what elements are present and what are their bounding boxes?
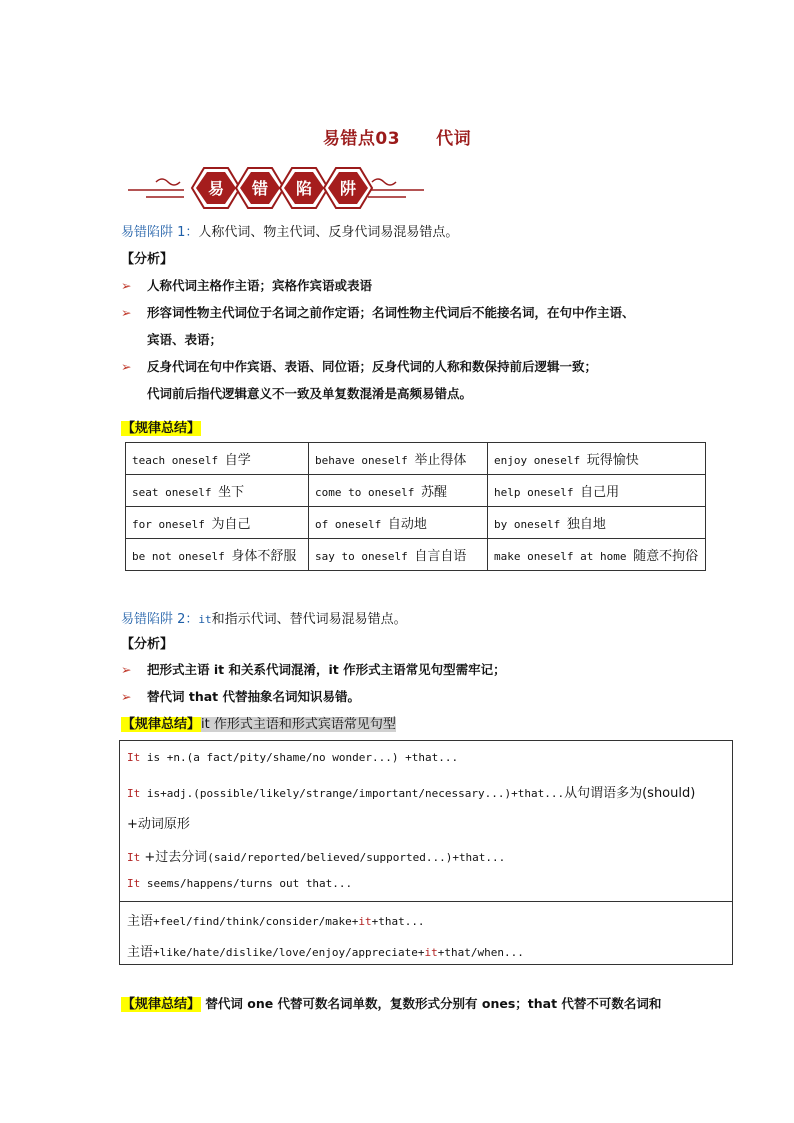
hex-char-1: 错 <box>251 179 269 198</box>
section2-bullet-2 <box>121 687 360 705</box>
arrow-icon: ➢ <box>121 689 132 704</box>
section2-text: 和指示代词、替代词易混易错点。 <box>211 612 407 627</box>
left-decoration <box>128 179 184 197</box>
section2-heading <box>121 608 407 627</box>
bullet-text: 形容词性物主代词位于名词之前作定语；名词性物主代词后不能接名词，在句中作主语、 <box>147 305 635 320</box>
bullet-text: 替代词 that 代替抽象名词知识易错。 <box>147 689 360 704</box>
section1-bullet-3-cont: 代词前后指代逻辑意义不一致及单复数混淆是高频易错点。 <box>147 386 473 401</box>
section1-lead: 易错陷阱 1： <box>121 225 199 240</box>
oneself-phrase-table <box>125 442 706 571</box>
pattern-line-6: 主语+feel/find/think/consider/make+it+that... <box>127 914 425 929</box>
hex-1 <box>236 168 284 208</box>
section3-rule-row <box>121 993 661 1012</box>
arrow-icon: ➢ <box>121 278 132 293</box>
hex-char-0: 易 <box>207 179 225 198</box>
table-cell: for oneself 为自己 <box>126 507 309 539</box>
hex-char-2: 陷 <box>295 179 313 198</box>
title-part2: 代词 <box>436 129 472 149</box>
section2-rule-title: it 作形式主语和形式宾语常见句型 <box>201 717 396 732</box>
pattern-line-1: It is +n.(a fact/pity/shame/no wonder...) +that... <box>127 751 459 764</box>
arrow-icon: ➢ <box>121 359 132 374</box>
table-row <box>126 539 706 571</box>
hex-2 <box>280 168 328 208</box>
section1-bullet-1 <box>121 276 372 294</box>
pattern-line-4: It +过去分词(said/reported/believed/supported...)+that... <box>127 850 506 865</box>
title-part1: 易错点03 <box>322 129 401 149</box>
section1-bullet-2 <box>121 303 635 321</box>
section1-bullet-2-cont: 宾语、表语； <box>147 332 223 347</box>
section1-rule-label: 【规律总结】 <box>122 421 201 436</box>
table-cell: of oneself 自动地 <box>309 507 488 539</box>
section3-rule-label: 【规律总结】 <box>122 997 201 1012</box>
section1-rule-label-wrap <box>121 417 201 436</box>
table-cell: help oneself 自己用 <box>488 475 706 507</box>
formal-object-box <box>119 901 733 965</box>
section1-text: 人称代词、物主代词、反身代词易混易错点。 <box>198 225 459 240</box>
pattern-line-5: It seems/happens/turns out that... <box>127 877 353 890</box>
section2-lead: 易错陷阱 2： <box>121 612 199 627</box>
table-cell: behave oneself 举止得体 <box>309 443 488 475</box>
section1-heading <box>121 221 458 240</box>
section3-text: 替代词 one 代替可数名词单数，复数形式分别有 ones；that 代替不可数名词和 <box>205 996 662 1011</box>
section2-rule-label: 【规律总结】 <box>122 717 201 732</box>
page-title <box>0 124 794 149</box>
table-row <box>126 475 706 507</box>
table-cell: be not oneself 身体不舒服 <box>126 539 309 571</box>
table-cell: by oneself 独自地 <box>488 507 706 539</box>
table-cell: enjoy oneself 玩得愉快 <box>488 443 706 475</box>
section2-rule-row <box>121 713 396 732</box>
hex-char-3: 阱 <box>339 179 357 198</box>
right-decoration <box>368 179 424 197</box>
section1-analysis-label: 【分析】 <box>121 252 174 267</box>
bullet-text: 把形式主语 it 和关系代词混淆，it 作形式主语常见句型需牢记； <box>147 662 506 677</box>
section2-it-word: it <box>198 613 212 626</box>
trap-banner <box>126 160 426 212</box>
arrow-icon: ➢ <box>121 305 132 320</box>
hex-3 <box>324 168 372 208</box>
table-row <box>126 443 706 475</box>
table-row <box>126 507 706 539</box>
pattern-line-3: +动词原形 <box>127 817 190 832</box>
table-cell: make oneself at home 随意不拘俗 <box>488 539 706 571</box>
table-cell: say to oneself 自言自语 <box>309 539 488 571</box>
pattern-line-7: 主语+like/hate/dislike/love/enjoy/appreciate+it+that/when... <box>127 945 524 960</box>
section1-bullet-3 <box>121 357 597 375</box>
table-cell: come to oneself 苏醒 <box>309 475 488 507</box>
table-cell: teach oneself 自学 <box>126 443 309 475</box>
arrow-icon: ➢ <box>121 662 132 677</box>
hex-0 <box>192 168 240 208</box>
section2-analysis-label: 【分析】 <box>121 637 174 652</box>
table-cell: seat oneself 坐下 <box>126 475 309 507</box>
bullet-text: 反身代词在句中作宾语、表语、同位语；反身代词的人称和数保持前后逻辑一致； <box>147 359 598 374</box>
bullet-text: 人称代词主格作主语；宾格作宾语或表语 <box>147 278 373 293</box>
section2-bullet-1 <box>121 660 506 678</box>
pattern-line-2: It is+adj.(possible/likely/strange/important/necessary...)+that...从句谓语多为(should) <box>127 786 696 801</box>
formal-subject-box <box>119 740 733 902</box>
